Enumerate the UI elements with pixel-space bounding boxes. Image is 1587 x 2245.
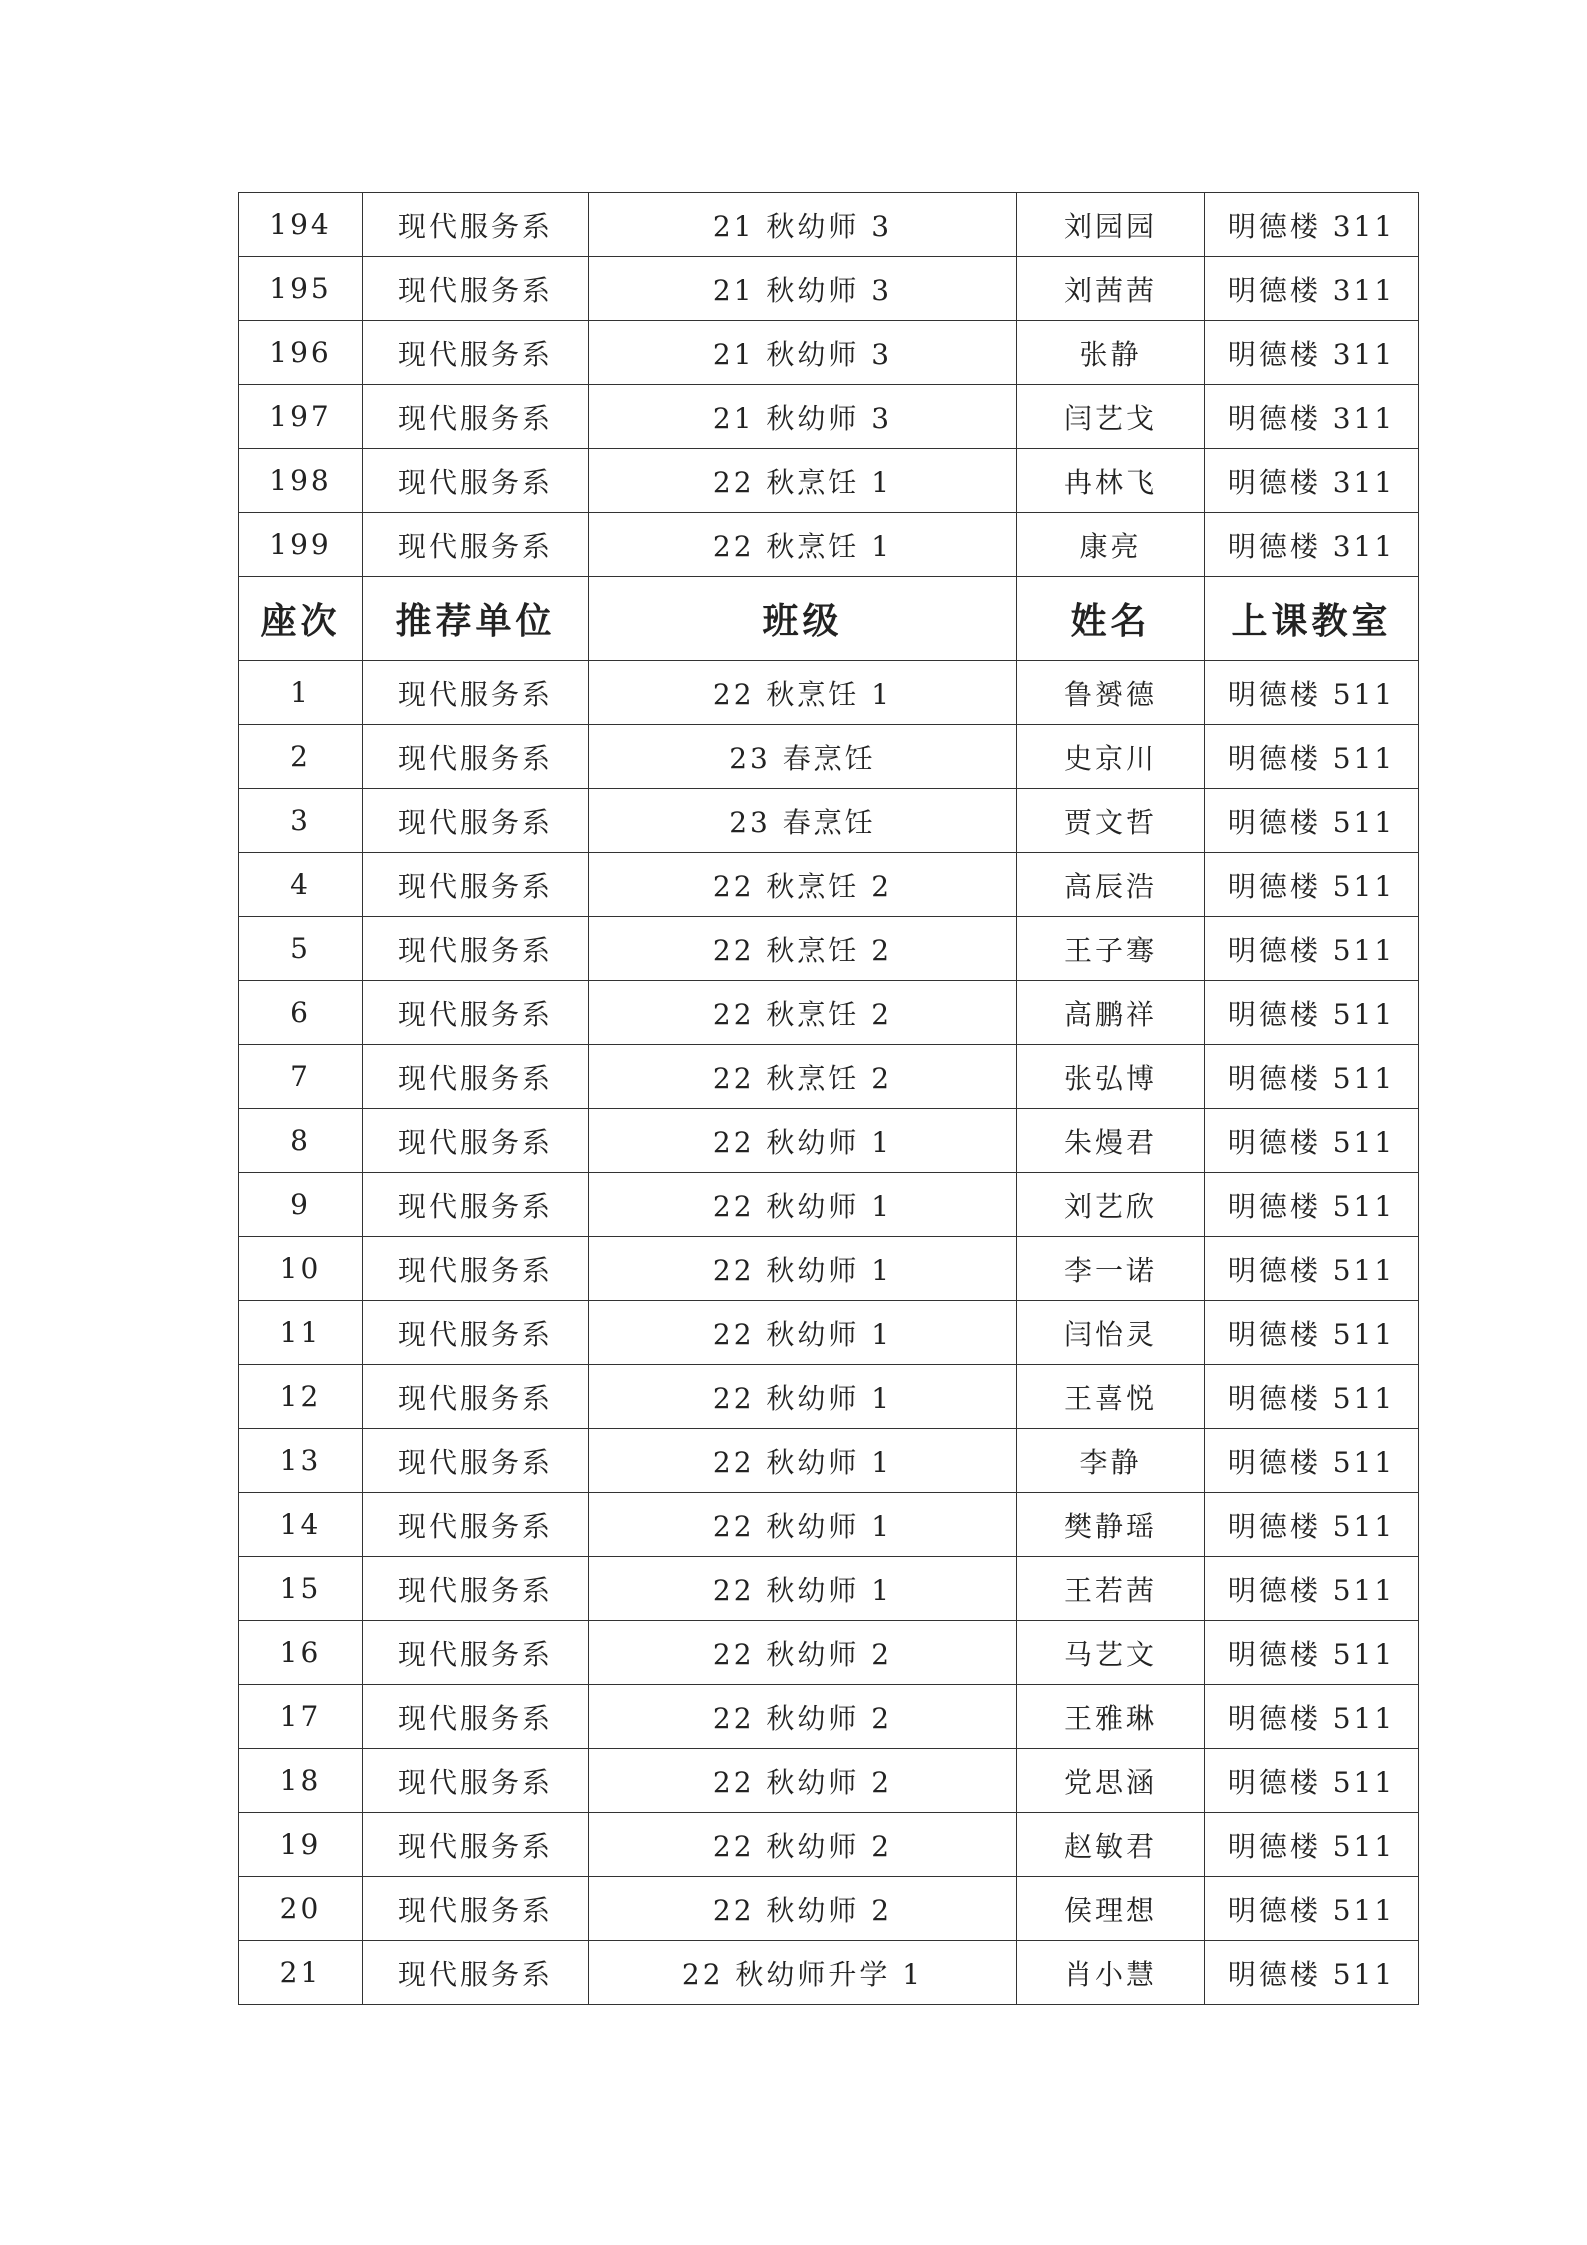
cell-class: 22 秋幼师 1 bbox=[589, 1237, 1017, 1301]
cell-name: 樊静瑶 bbox=[1017, 1493, 1205, 1557]
cell-room: 明德楼 511 bbox=[1205, 661, 1419, 725]
cell-name: 闫怡灵 bbox=[1017, 1301, 1205, 1365]
cell-name: 李一诺 bbox=[1017, 1237, 1205, 1301]
cell-room: 明德楼 511 bbox=[1205, 1493, 1419, 1557]
table-body-continued bbox=[239, 193, 1419, 577]
cell-seat: 20 bbox=[239, 1877, 363, 1941]
cell-class: 22 秋幼师 1 bbox=[589, 1173, 1017, 1237]
cell-class: 22 秋幼师 2 bbox=[589, 1749, 1017, 1813]
table-row bbox=[239, 1941, 1419, 2005]
cell-class: 22 秋幼师 1 bbox=[589, 1557, 1017, 1621]
cell-name: 刘茜茜 bbox=[1017, 257, 1205, 321]
cell-room: 明德楼 311 bbox=[1205, 385, 1419, 449]
table-row bbox=[239, 1109, 1419, 1173]
cell-seat: 1 bbox=[239, 661, 363, 725]
cell-seat: 197 bbox=[239, 385, 363, 449]
cell-seat: 19 bbox=[239, 1813, 363, 1877]
table-row bbox=[239, 661, 1419, 725]
header-room: 上课教室 bbox=[1205, 577, 1419, 661]
cell-class: 22 秋烹饪 1 bbox=[589, 513, 1017, 577]
table-row bbox=[239, 1813, 1419, 1877]
table-row bbox=[239, 1429, 1419, 1493]
table-row bbox=[239, 1749, 1419, 1813]
cell-name: 马艺文 bbox=[1017, 1621, 1205, 1685]
header-class: 班级 bbox=[589, 577, 1017, 661]
cell-unit: 现代服务系 bbox=[363, 1621, 589, 1685]
cell-class: 22 秋烹饪 2 bbox=[589, 917, 1017, 981]
cell-unit: 现代服务系 bbox=[363, 1813, 589, 1877]
table-row bbox=[239, 1237, 1419, 1301]
cell-unit: 现代服务系 bbox=[363, 1045, 589, 1109]
cell-class: 22 秋烹饪 1 bbox=[589, 449, 1017, 513]
table-row bbox=[239, 1493, 1419, 1557]
cell-unit: 现代服务系 bbox=[363, 1365, 589, 1429]
seating-table bbox=[238, 192, 1419, 2005]
cell-class: 21 秋幼师 3 bbox=[589, 385, 1017, 449]
cell-unit: 现代服务系 bbox=[363, 789, 589, 853]
cell-class: 22 秋幼师 1 bbox=[589, 1109, 1017, 1173]
table-row bbox=[239, 449, 1419, 513]
cell-class: 22 秋幼师 1 bbox=[589, 1301, 1017, 1365]
cell-name: 王喜悦 bbox=[1017, 1365, 1205, 1429]
cell-name: 刘艺欣 bbox=[1017, 1173, 1205, 1237]
cell-room: 明德楼 511 bbox=[1205, 1429, 1419, 1493]
cell-unit: 现代服务系 bbox=[363, 1877, 589, 1941]
cell-room: 明德楼 511 bbox=[1205, 1685, 1419, 1749]
cell-seat: 198 bbox=[239, 449, 363, 513]
cell-unit: 现代服务系 bbox=[363, 853, 589, 917]
cell-name: 赵敏君 bbox=[1017, 1813, 1205, 1877]
table-header-section bbox=[239, 577, 1419, 661]
cell-unit: 现代服务系 bbox=[363, 1749, 589, 1813]
cell-name: 闫艺戈 bbox=[1017, 385, 1205, 449]
cell-name: 冉林飞 bbox=[1017, 449, 1205, 513]
cell-seat: 2 bbox=[239, 725, 363, 789]
cell-seat: 199 bbox=[239, 513, 363, 577]
header-seat: 座次 bbox=[239, 577, 363, 661]
cell-seat: 16 bbox=[239, 1621, 363, 1685]
cell-class: 22 秋幼师 2 bbox=[589, 1877, 1017, 1941]
cell-class: 23 春烹饪 bbox=[589, 725, 1017, 789]
header-name: 姓名 bbox=[1017, 577, 1205, 661]
cell-room: 明德楼 511 bbox=[1205, 725, 1419, 789]
cell-class: 22 秋幼师 1 bbox=[589, 1365, 1017, 1429]
cell-unit: 现代服务系 bbox=[363, 1557, 589, 1621]
cell-class: 22 秋烹饪 2 bbox=[589, 981, 1017, 1045]
cell-name: 高辰浩 bbox=[1017, 853, 1205, 917]
table-row bbox=[239, 513, 1419, 577]
cell-seat: 196 bbox=[239, 321, 363, 385]
cell-seat: 10 bbox=[239, 1237, 363, 1301]
table-row bbox=[239, 1621, 1419, 1685]
cell-seat: 194 bbox=[239, 193, 363, 257]
cell-class: 22 秋幼师 1 bbox=[589, 1429, 1017, 1493]
cell-class: 22 秋烹饪 2 bbox=[589, 1045, 1017, 1109]
cell-unit: 现代服务系 bbox=[363, 1685, 589, 1749]
cell-class: 21 秋幼师 3 bbox=[589, 321, 1017, 385]
cell-class: 22 秋幼师 2 bbox=[589, 1621, 1017, 1685]
cell-seat: 5 bbox=[239, 917, 363, 981]
cell-name: 史京川 bbox=[1017, 725, 1205, 789]
cell-room: 明德楼 311 bbox=[1205, 257, 1419, 321]
table-row bbox=[239, 1557, 1419, 1621]
cell-unit: 现代服务系 bbox=[363, 193, 589, 257]
cell-class: 23 春烹饪 bbox=[589, 789, 1017, 853]
cell-room: 明德楼 511 bbox=[1205, 1877, 1419, 1941]
cell-seat: 21 bbox=[239, 1941, 363, 2005]
cell-unit: 现代服务系 bbox=[363, 257, 589, 321]
cell-seat: 8 bbox=[239, 1109, 363, 1173]
table-row bbox=[239, 1045, 1419, 1109]
cell-room: 明德楼 511 bbox=[1205, 1301, 1419, 1365]
table-row bbox=[239, 1301, 1419, 1365]
table-header-row bbox=[239, 577, 1419, 661]
cell-name: 鲁赟德 bbox=[1017, 661, 1205, 725]
cell-unit: 现代服务系 bbox=[363, 725, 589, 789]
cell-seat: 14 bbox=[239, 1493, 363, 1557]
cell-name: 张静 bbox=[1017, 321, 1205, 385]
cell-seat: 11 bbox=[239, 1301, 363, 1365]
cell-unit: 现代服务系 bbox=[363, 1493, 589, 1557]
cell-room: 明德楼 511 bbox=[1205, 981, 1419, 1045]
cell-seat: 15 bbox=[239, 1557, 363, 1621]
cell-name: 王若茜 bbox=[1017, 1557, 1205, 1621]
header-unit: 推荐单位 bbox=[363, 577, 589, 661]
cell-seat: 7 bbox=[239, 1045, 363, 1109]
table-row bbox=[239, 257, 1419, 321]
cell-unit: 现代服务系 bbox=[363, 661, 589, 725]
cell-room: 明德楼 311 bbox=[1205, 193, 1419, 257]
cell-unit: 现代服务系 bbox=[363, 449, 589, 513]
cell-name: 高鹏祥 bbox=[1017, 981, 1205, 1045]
cell-seat: 17 bbox=[239, 1685, 363, 1749]
cell-class: 22 秋烹饪 2 bbox=[589, 853, 1017, 917]
table-row bbox=[239, 1173, 1419, 1237]
table-row bbox=[239, 725, 1419, 789]
table-row bbox=[239, 1877, 1419, 1941]
cell-class: 22 秋幼师升学 1 bbox=[589, 1941, 1017, 2005]
cell-room: 明德楼 311 bbox=[1205, 513, 1419, 577]
cell-unit: 现代服务系 bbox=[363, 1237, 589, 1301]
cell-class: 21 秋幼师 3 bbox=[589, 257, 1017, 321]
cell-room: 明德楼 511 bbox=[1205, 1557, 1419, 1621]
cell-seat: 195 bbox=[239, 257, 363, 321]
table-row bbox=[239, 1365, 1419, 1429]
cell-seat: 4 bbox=[239, 853, 363, 917]
cell-unit: 现代服务系 bbox=[363, 1301, 589, 1365]
cell-room: 明德楼 511 bbox=[1205, 1813, 1419, 1877]
cell-room: 明德楼 511 bbox=[1205, 1045, 1419, 1109]
cell-seat: 12 bbox=[239, 1365, 363, 1429]
table-row bbox=[239, 789, 1419, 853]
table-row bbox=[239, 917, 1419, 981]
cell-room: 明德楼 511 bbox=[1205, 1621, 1419, 1685]
cell-room: 明德楼 311 bbox=[1205, 449, 1419, 513]
table-row bbox=[239, 853, 1419, 917]
cell-name: 朱熳君 bbox=[1017, 1109, 1205, 1173]
cell-class: 22 秋烹饪 1 bbox=[589, 661, 1017, 725]
cell-class: 22 秋幼师 2 bbox=[589, 1685, 1017, 1749]
cell-unit: 现代服务系 bbox=[363, 1941, 589, 2005]
cell-seat: 3 bbox=[239, 789, 363, 853]
cell-room: 明德楼 511 bbox=[1205, 1365, 1419, 1429]
table-row bbox=[239, 193, 1419, 257]
cell-unit: 现代服务系 bbox=[363, 513, 589, 577]
table-row bbox=[239, 385, 1419, 449]
cell-class: 22 秋幼师 2 bbox=[589, 1813, 1017, 1877]
cell-seat: 6 bbox=[239, 981, 363, 1045]
cell-seat: 13 bbox=[239, 1429, 363, 1493]
cell-name: 王雅琳 bbox=[1017, 1685, 1205, 1749]
cell-room: 明德楼 511 bbox=[1205, 1237, 1419, 1301]
cell-name: 党思涵 bbox=[1017, 1749, 1205, 1813]
cell-class: 21 秋幼师 3 bbox=[589, 193, 1017, 257]
cell-room: 明德楼 511 bbox=[1205, 1109, 1419, 1173]
cell-seat: 18 bbox=[239, 1749, 363, 1813]
cell-unit: 现代服务系 bbox=[363, 1429, 589, 1493]
cell-unit: 现代服务系 bbox=[363, 981, 589, 1045]
cell-name: 王子骞 bbox=[1017, 917, 1205, 981]
cell-name: 李静 bbox=[1017, 1429, 1205, 1493]
cell-unit: 现代服务系 bbox=[363, 385, 589, 449]
cell-room: 明德楼 511 bbox=[1205, 1173, 1419, 1237]
cell-name: 侯理想 bbox=[1017, 1877, 1205, 1941]
table-row bbox=[239, 981, 1419, 1045]
cell-seat: 9 bbox=[239, 1173, 363, 1237]
cell-room: 明德楼 511 bbox=[1205, 1749, 1419, 1813]
cell-name: 刘园园 bbox=[1017, 193, 1205, 257]
cell-room: 明德楼 511 bbox=[1205, 1941, 1419, 2005]
cell-name: 贾文哲 bbox=[1017, 789, 1205, 853]
table-row bbox=[239, 321, 1419, 385]
cell-unit: 现代服务系 bbox=[363, 917, 589, 981]
cell-name: 康亮 bbox=[1017, 513, 1205, 577]
cell-room: 明德楼 511 bbox=[1205, 917, 1419, 981]
table-body-new-room bbox=[239, 661, 1419, 2005]
cell-name: 肖小慧 bbox=[1017, 1941, 1205, 2005]
cell-unit: 现代服务系 bbox=[363, 1173, 589, 1237]
cell-room: 明德楼 511 bbox=[1205, 853, 1419, 917]
cell-class: 22 秋幼师 1 bbox=[589, 1493, 1017, 1557]
cell-name: 张弘博 bbox=[1017, 1045, 1205, 1109]
table-row bbox=[239, 1685, 1419, 1749]
cell-room: 明德楼 511 bbox=[1205, 789, 1419, 853]
cell-room: 明德楼 311 bbox=[1205, 321, 1419, 385]
cell-unit: 现代服务系 bbox=[363, 1109, 589, 1173]
cell-unit: 现代服务系 bbox=[363, 321, 589, 385]
